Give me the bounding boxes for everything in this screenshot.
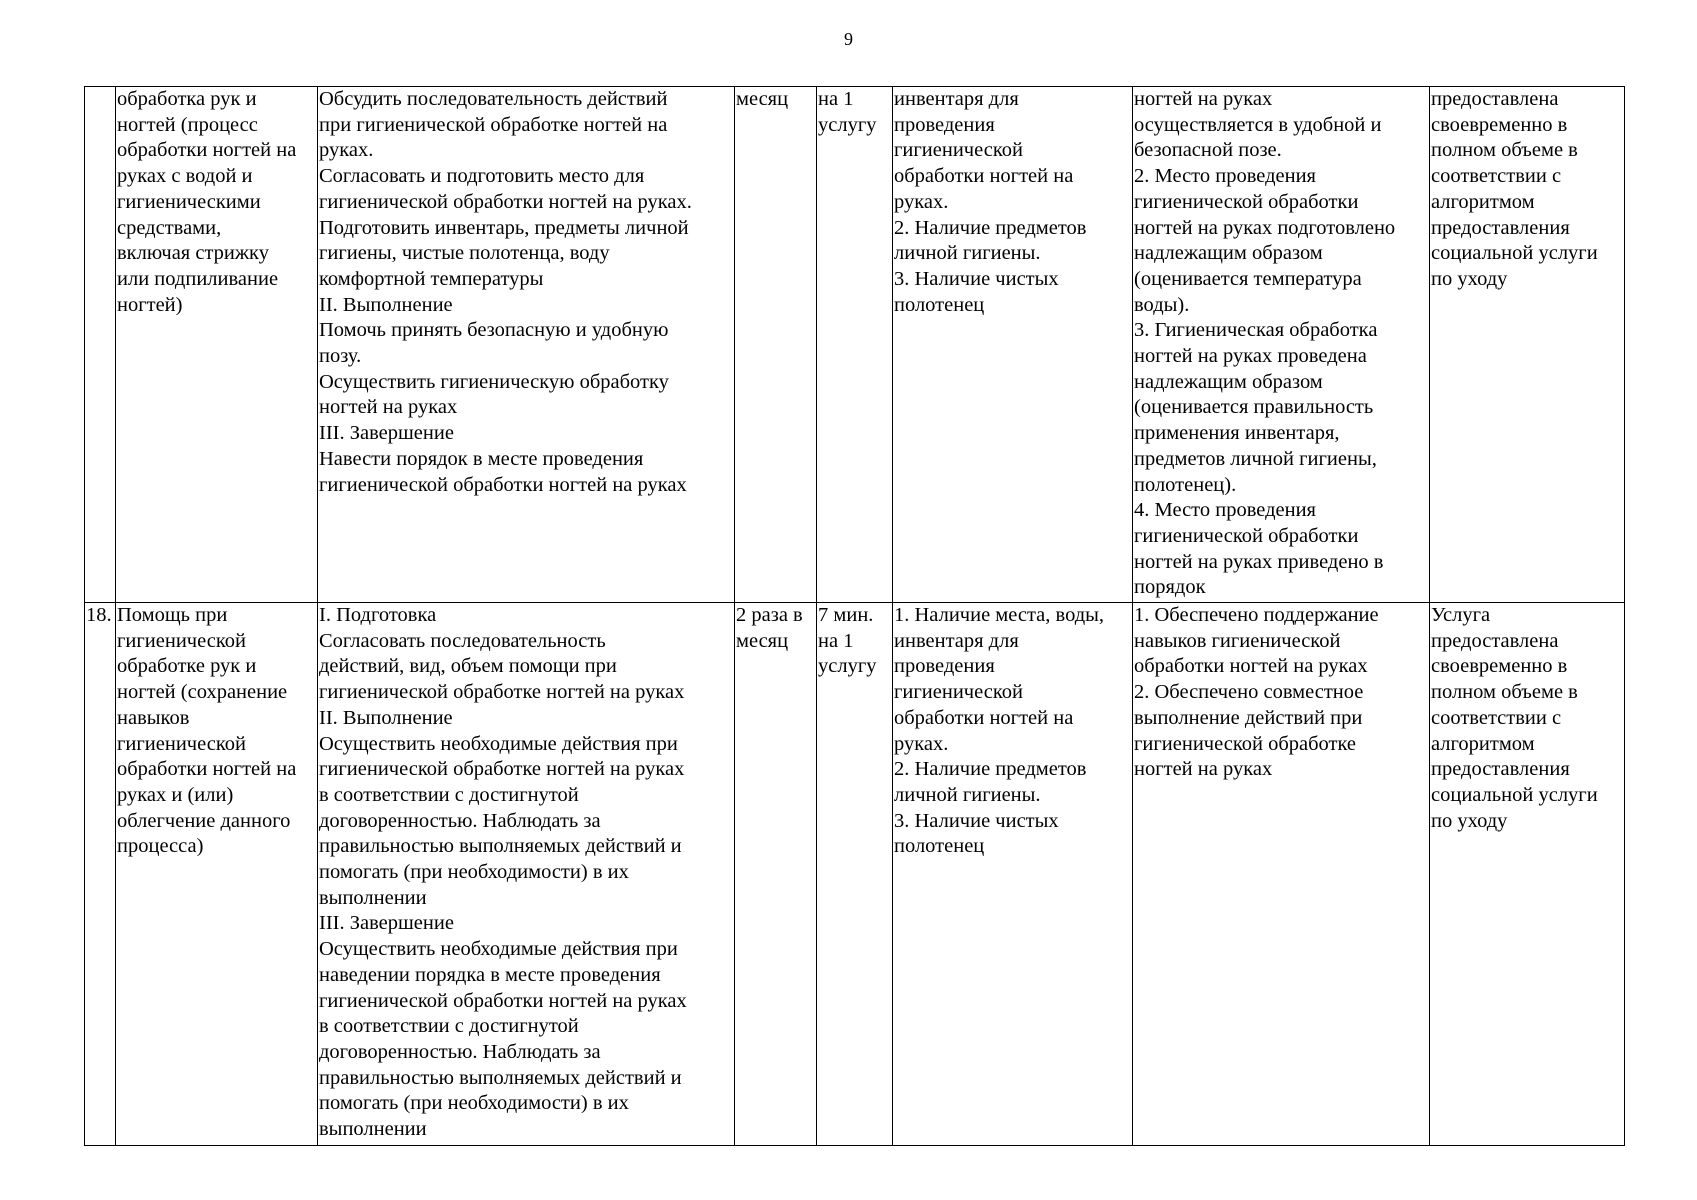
- cell-line: обработки ногтей на: [894, 706, 1074, 729]
- cell-line: выполнении: [319, 886, 427, 909]
- cell-line: гигиенической: [894, 139, 1023, 162]
- cell-line: своевременно в: [1431, 655, 1568, 678]
- service-name-cell: [116, 87, 318, 603]
- cell-line: при гигиенической обработке ногтей на: [319, 113, 668, 136]
- cell-line: Услуга: [1431, 604, 1491, 626]
- cell-line: руках.: [894, 732, 949, 755]
- cell-line: облегчение данного: [117, 809, 291, 832]
- cell-line: Осуществить необходимые действия при: [319, 732, 678, 755]
- cell-line: проведения: [894, 655, 995, 678]
- cell-line: 1. Наличие места, воды,: [894, 604, 1105, 626]
- cell-line: полотенец: [894, 835, 985, 858]
- cell-line: гигиенической: [117, 732, 246, 755]
- indicators-cell: [1133, 87, 1430, 603]
- cell-line: 4. Место проведения: [1134, 499, 1316, 522]
- cell-line: Помощь при: [117, 604, 228, 626]
- cell-line: соответствии с: [1431, 706, 1562, 729]
- duration-cell: [817, 603, 893, 1146]
- cell-line: ногтей на руках: [319, 396, 458, 419]
- cell-line: III. Завершение: [319, 912, 454, 935]
- cell-line: 7 мин.: [818, 604, 874, 626]
- cell-line: безопасной позе.: [1134, 139, 1282, 162]
- cell-line: гигиенической: [117, 629, 246, 652]
- table-row: [85, 603, 1625, 1146]
- cell-line: предоставления: [1431, 758, 1570, 781]
- cell-line: алгоритмом: [1431, 732, 1535, 755]
- cell-line: обработке рук и: [117, 655, 257, 678]
- cell-line: надлежащим образом: [1134, 370, 1323, 393]
- cell-line: ногтей): [117, 293, 183, 316]
- cell-line: применения инвентаря,: [1134, 422, 1340, 445]
- cell-line: месяц: [736, 629, 789, 652]
- cell-line: I. Подготовка: [319, 604, 437, 626]
- cell-line: социальной услуги: [1431, 242, 1598, 265]
- cell-line: договоренностью. Наблюдать за: [319, 1040, 601, 1063]
- cell-line: 3. Наличие чистых: [894, 267, 1059, 290]
- cell-line: гигиенической обработке: [1134, 732, 1357, 755]
- cell-line: ногтей на руках подготовлено: [1134, 216, 1396, 239]
- cell-line: Навести порядок в месте проведения: [319, 447, 644, 470]
- table-row: [85, 87, 1625, 603]
- cell-line: включая стрижку: [117, 242, 269, 265]
- conditions-cell: [893, 87, 1133, 603]
- services-table: [84, 86, 1625, 1146]
- conditions-cell: [893, 603, 1133, 1146]
- cell-line: 1. Обеспечено поддержание: [1134, 604, 1379, 626]
- cell-line: полном объеме в: [1431, 139, 1578, 162]
- cell-line: осуществляется в удобной и: [1134, 113, 1382, 136]
- cell-line: соответствии с: [1431, 165, 1562, 188]
- cell-line: Помочь принять безопасную и удобную: [319, 319, 669, 342]
- cell-line: позу.: [319, 345, 362, 368]
- cell-line: обработки ногтей на руках: [1134, 655, 1368, 678]
- cell-line: предоставлена: [1431, 88, 1559, 110]
- cell-line: (оценивается температура: [1134, 267, 1362, 290]
- cell-line: надлежащим образом: [1134, 242, 1323, 265]
- cell-line: 3. Наличие чистых: [894, 809, 1059, 832]
- cell-line: ногтей (процесс: [117, 113, 258, 136]
- cell-line: гигиены, чистые полотенца, воду: [319, 242, 610, 265]
- cell-line: воды).: [1134, 293, 1190, 316]
- cell-line: помогать (при необходимости) в их: [319, 1092, 629, 1115]
- cell-line: гигиенической обработки: [1134, 190, 1359, 213]
- cell-line: руках и (или): [117, 783, 234, 806]
- cell-line: Осуществить гигиеническую обработку: [319, 370, 669, 393]
- cell-line: Обсудить последовательность действий: [319, 88, 668, 110]
- evaluation-cell: [1430, 603, 1625, 1146]
- cell-line: 2. Наличие предметов: [894, 758, 1087, 781]
- cell-line: договоренностью. Наблюдать за: [319, 809, 601, 832]
- cell-line: гигиенической обработки ногтей на руках.: [319, 190, 692, 213]
- cell-line: процесса): [117, 835, 204, 858]
- cell-line: или подпиливание: [117, 267, 279, 290]
- cell-line: месяц: [736, 88, 789, 110]
- cell-line: ногтей на руках проведена: [1134, 345, 1367, 368]
- cell-line: действий, вид, объем помощи при: [319, 655, 617, 678]
- indicators-cell: [1133, 603, 1430, 1146]
- cell-line: помогать (при необходимости) в их: [319, 861, 629, 884]
- cell-line: инвентаря для: [894, 629, 1019, 652]
- cell-line: по уходу: [1431, 809, 1508, 832]
- cell-line: на 1: [818, 88, 854, 110]
- cell-line: обработка рук и: [117, 88, 257, 110]
- cell-line: комфортной температуры: [319, 267, 544, 290]
- cell-line: (оценивается правильность: [1134, 396, 1374, 419]
- cell-line: предметов личной гигиены,: [1134, 447, 1377, 470]
- cell-line: личной гигиены.: [894, 783, 1041, 806]
- cell-line: гигиенической обработки ногтей на руках: [319, 989, 687, 1012]
- cell-line: гигиенической: [894, 681, 1023, 704]
- cell-line: гигиенической обработки ногтей на руках: [319, 473, 687, 496]
- cell-line: алгоритмом: [1431, 190, 1535, 213]
- cell-line: правильностью выполняемых действий и: [319, 1066, 682, 1089]
- cell-line: 2. Наличие предметов: [894, 216, 1087, 239]
- cell-line: навыков: [117, 706, 190, 729]
- evaluation-cell: [1430, 87, 1625, 603]
- cell-line: средствами,: [117, 216, 222, 239]
- cell-line: в соответствии с достигнутой: [319, 1015, 579, 1038]
- cell-line: ногтей на руках: [1134, 758, 1273, 781]
- cell-line: 3. Гигиеническая обработка: [1134, 319, 1378, 342]
- cell-line: выполнении: [319, 1118, 427, 1141]
- cell-line: обработки ногтей на: [117, 139, 297, 162]
- cell-line: полотенец: [894, 293, 985, 316]
- row-number-cell: 18.: [85, 603, 116, 1146]
- cell-line: выполнение действий при: [1134, 706, 1363, 729]
- cell-line: обработки ногтей на: [117, 758, 297, 781]
- cell-line: руках.: [894, 190, 949, 213]
- cell-line: Осуществить необходимые действия при: [319, 938, 678, 961]
- cell-line: наведении порядка в месте проведения: [319, 963, 661, 986]
- cell-line: услугу: [818, 113, 877, 136]
- cell-line: III. Завершение: [319, 422, 454, 445]
- cell-line: руках.: [319, 139, 374, 162]
- cell-line: 2. Место проведения: [1134, 165, 1316, 188]
- cell-line: порядок: [1134, 576, 1206, 599]
- cell-line: 2. Обеспечено совместное: [1134, 681, 1364, 704]
- cell-line: обработки ногтей на: [894, 165, 1074, 188]
- cell-line: инвентаря для: [894, 88, 1019, 110]
- cell-line: 2 раза в: [736, 604, 803, 626]
- cell-line: предоставления: [1431, 216, 1570, 239]
- duration-cell: [817, 87, 893, 603]
- frequency-cell: [735, 87, 817, 603]
- cell-line: гигиенической обработки: [1134, 524, 1359, 547]
- service-content-cell: [318, 603, 735, 1146]
- row-number-cell: [85, 87, 116, 603]
- cell-line: гигиеническими: [117, 190, 261, 213]
- cell-line: в соответствии с достигнутой: [319, 783, 579, 806]
- cell-line: ногтей на руках: [1134, 88, 1273, 110]
- cell-line: проведения: [894, 113, 995, 136]
- cell-line: II. Выполнение: [319, 706, 453, 729]
- service-name-cell: [116, 603, 318, 1146]
- cell-line: личной гигиены.: [894, 242, 1041, 265]
- cell-line: гигиенической обработке ногтей на руках: [319, 758, 685, 781]
- cell-line: Согласовать последовательность: [319, 629, 606, 652]
- cell-line: навыков гигиенической: [1134, 629, 1341, 652]
- cell-line: на 1: [818, 629, 854, 652]
- service-content-cell: [318, 87, 735, 603]
- cell-line: правильностью выполняемых действий и: [319, 835, 682, 858]
- cell-line: руках с водой и: [117, 165, 253, 188]
- cell-line: полном объеме в: [1431, 681, 1578, 704]
- page-number: 9: [844, 29, 853, 49]
- cell-line: гигиенической обработке ногтей на руках: [319, 681, 685, 704]
- cell-line: по уходу: [1431, 267, 1508, 290]
- cell-line: полотенец).: [1134, 473, 1237, 496]
- cell-line: Согласовать и подготовить место для: [319, 165, 645, 188]
- cell-line: услугу: [818, 655, 877, 678]
- frequency-cell: [735, 603, 817, 1146]
- cell-line: предоставлена: [1431, 629, 1559, 652]
- cell-line: ногтей (сохранение: [117, 681, 288, 704]
- cell-line: социальной услуги: [1431, 783, 1598, 806]
- cell-line: Подготовить инвентарь, предметы личной: [319, 216, 689, 239]
- cell-line: ногтей на руках приведено в: [1134, 550, 1384, 573]
- cell-line: II. Выполнение: [319, 293, 453, 316]
- cell-line: своевременно в: [1431, 113, 1568, 136]
